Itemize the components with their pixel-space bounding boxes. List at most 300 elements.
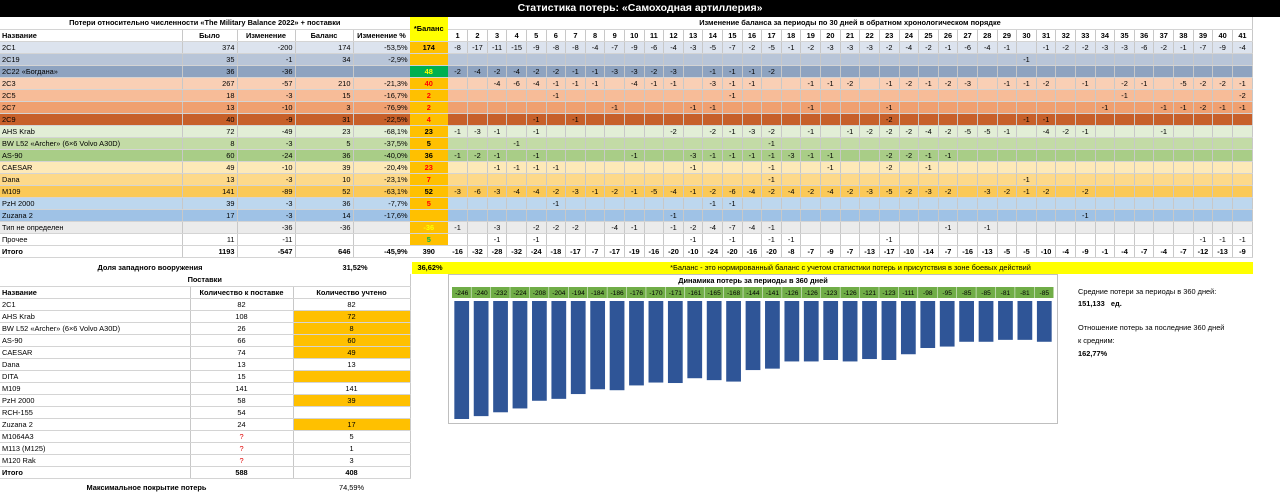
period-cell	[1076, 149, 1096, 161]
supply-counted	[293, 406, 410, 418]
period-cell	[566, 125, 586, 137]
period-cell: -2	[860, 125, 880, 137]
period-cell	[977, 89, 997, 101]
period-cell	[1232, 149, 1252, 161]
period-cell	[507, 209, 527, 221]
supply-row	[0, 298, 410, 310]
period-cell: -3	[468, 125, 488, 137]
cell-balance: 31	[295, 113, 353, 125]
period-cell	[1056, 221, 1076, 233]
period-number: 3	[487, 29, 507, 41]
period-cell: -1	[683, 185, 703, 197]
balance-row	[410, 53, 448, 65]
period-cell: -7	[1193, 41, 1213, 53]
period-cell: -4	[899, 41, 919, 53]
period-cell	[821, 173, 841, 185]
period-cell: -3	[1115, 41, 1135, 53]
period-cell	[1154, 233, 1174, 245]
table-row	[0, 41, 410, 53]
period-cell: -7	[723, 221, 743, 233]
chart-bar	[493, 301, 508, 412]
period-cell	[1115, 149, 1135, 161]
chart-data-label: -144	[746, 290, 760, 298]
period-cell	[781, 161, 801, 173]
period-cell: -1	[762, 149, 782, 161]
chart-data-label: -111	[902, 290, 915, 298]
period-cell	[1174, 65, 1194, 77]
period-cell	[1017, 125, 1037, 137]
period-cell	[1134, 53, 1154, 65]
period-cell: -2	[1193, 77, 1213, 89]
cell-name: AS-90	[0, 149, 182, 161]
chart-data-label: -85	[1039, 290, 1050, 298]
period-cell	[1056, 137, 1076, 149]
cell-was: 267	[182, 77, 237, 89]
table-row	[0, 113, 410, 125]
period-cell	[1213, 185, 1233, 197]
period-cell	[526, 137, 546, 149]
period-number: 20	[821, 29, 841, 41]
chart-bar	[959, 301, 974, 342]
period-cell: -5	[1174, 77, 1194, 89]
period-cell	[781, 173, 801, 185]
period-cell	[1174, 209, 1194, 221]
cell-pct: -21,3%	[353, 77, 410, 89]
period-cell: -2	[801, 185, 821, 197]
period-cell: -3	[860, 185, 880, 197]
period-cell: -1	[1036, 113, 1056, 125]
period-cell	[997, 221, 1017, 233]
period-cell	[448, 137, 468, 149]
period-row	[448, 197, 1253, 209]
period-cell	[860, 209, 880, 221]
period-cell: -1	[566, 77, 586, 89]
period-cell: -1	[1213, 101, 1233, 113]
period-cell: -1	[605, 101, 625, 113]
balance-value: 23	[410, 125, 448, 137]
period-cell	[899, 53, 919, 65]
balance-row	[410, 221, 448, 233]
period-cell	[585, 137, 605, 149]
balance-row	[410, 161, 448, 173]
period-cell	[1076, 89, 1096, 101]
cell-change: -11	[237, 233, 295, 245]
period-row	[448, 125, 1253, 137]
cell-was: 36	[182, 65, 237, 77]
supply-row	[0, 442, 410, 454]
cell-pct: -37,5%	[353, 137, 410, 149]
period-cell	[487, 197, 507, 209]
supply-name: AHS Krab	[0, 310, 190, 322]
period-cell	[526, 209, 546, 221]
period-cell	[1154, 65, 1174, 77]
period-cell: -1	[762, 233, 782, 245]
period-cell	[977, 77, 997, 89]
table-row	[0, 137, 410, 149]
period-cell	[1076, 65, 1096, 77]
period-cell	[664, 89, 684, 101]
period-cell	[801, 53, 821, 65]
period-cell	[507, 125, 527, 137]
table-row	[0, 65, 410, 77]
cell-pct: -7,7%	[353, 197, 410, 209]
period-cell	[1095, 89, 1115, 101]
period-cell	[644, 149, 664, 161]
chart-bar	[668, 301, 683, 383]
chart-bar	[532, 301, 547, 401]
period-total: -10	[899, 245, 919, 257]
period-cell	[958, 185, 978, 197]
column-header: Название	[0, 29, 182, 41]
period-cell	[1154, 185, 1174, 197]
period-cell	[664, 53, 684, 65]
period-cell: -1	[526, 161, 546, 173]
cell-pct: -53,5%	[353, 41, 410, 53]
chart-data-label: -126	[785, 290, 799, 298]
period-cell	[1193, 89, 1213, 101]
period-cell	[762, 77, 782, 89]
period-cell	[448, 113, 468, 125]
period-cell: -5	[977, 125, 997, 137]
period-cell	[468, 101, 488, 113]
period-cell	[860, 113, 880, 125]
period-cell: -1	[546, 197, 566, 209]
period-cell	[1134, 209, 1154, 221]
cell-pct: -22,5%	[353, 113, 410, 125]
supply-name: DITA	[0, 370, 190, 382]
period-cell	[1213, 137, 1233, 149]
period-cell	[840, 197, 860, 209]
ratio-label-1: Отношение потерь за последние 360 дней	[1078, 323, 1225, 332]
period-cell: -6	[958, 41, 978, 53]
period-cell	[801, 89, 821, 101]
period-cell	[1056, 53, 1076, 65]
period-cell	[507, 233, 527, 245]
supplies-header: Количество учтено	[293, 286, 410, 298]
period-cell: -2	[879, 161, 899, 173]
period-cell: -11	[487, 41, 507, 53]
period-cell	[762, 101, 782, 113]
cell-name: CAESAR	[0, 161, 182, 173]
cell-balance: 34	[295, 53, 353, 65]
period-cell	[938, 113, 958, 125]
period-cell	[977, 161, 997, 173]
supply-qty: ?	[190, 454, 293, 466]
period-cell: -7	[605, 41, 625, 53]
period-cell: -1	[487, 233, 507, 245]
period-cell	[585, 89, 605, 101]
period-cell: -5	[879, 185, 899, 197]
period-cell: -1	[801, 77, 821, 89]
period-cell	[468, 209, 488, 221]
balance-row	[410, 233, 448, 245]
period-cell	[781, 113, 801, 125]
period-cell	[899, 113, 919, 125]
period-number: 33	[1076, 29, 1096, 41]
period-cell	[723, 113, 743, 125]
period-number: 30	[1017, 29, 1037, 41]
period-cell: -2	[938, 185, 958, 197]
period-number: 8	[585, 29, 605, 41]
period-cell	[1154, 221, 1174, 233]
period-cell: -2	[605, 185, 625, 197]
period-cell	[683, 197, 703, 209]
coverage-label: Максимальное покрытие потерь	[86, 483, 207, 492]
column-header: Изменение	[237, 29, 295, 41]
period-number: 41	[1232, 29, 1252, 41]
supply-counted: 3	[293, 454, 410, 466]
period-cell: -8	[448, 41, 468, 53]
period-cell	[1232, 221, 1252, 233]
period-cell	[860, 65, 880, 77]
period-cell: -1	[487, 149, 507, 161]
period-cell	[938, 173, 958, 185]
cell-was: 13	[182, 101, 237, 113]
period-cell	[1154, 149, 1174, 161]
chart-bar	[823, 301, 838, 360]
period-cell	[703, 137, 723, 149]
period-total: -28	[487, 245, 507, 257]
period-cell	[624, 209, 644, 221]
period-cell: -1	[821, 161, 841, 173]
period-cell	[1036, 101, 1056, 113]
cell-change: -3	[237, 173, 295, 185]
period-cell: -2	[1193, 101, 1213, 113]
chart-data-label: -95	[942, 290, 952, 298]
period-cell: -1	[683, 101, 703, 113]
period-cell	[899, 65, 919, 77]
period-cell	[997, 161, 1017, 173]
period-cell	[781, 125, 801, 137]
period-total: -4	[1154, 245, 1174, 257]
period-cell: -4	[664, 185, 684, 197]
cell-was	[182, 221, 237, 233]
period-total: -9	[1232, 245, 1252, 257]
supply-name: Zuzana 2	[0, 418, 190, 430]
supply-qty: 74	[190, 346, 293, 358]
period-cell	[585, 173, 605, 185]
period-cell	[1095, 197, 1115, 209]
cell-name: 2С19	[0, 53, 182, 65]
period-cell	[938, 101, 958, 113]
period-cell	[605, 125, 625, 137]
period-cell	[1076, 233, 1096, 245]
period-cell: -4	[977, 41, 997, 53]
period-cell	[899, 101, 919, 113]
chart-bar	[571, 301, 586, 394]
period-cell	[821, 197, 841, 209]
supply-row	[0, 406, 410, 418]
period-cell	[703, 173, 723, 185]
period-cell: -2	[899, 149, 919, 161]
chart-bar	[979, 301, 994, 342]
period-total: -13	[977, 245, 997, 257]
period-cell	[1115, 221, 1135, 233]
period-cell: -1	[919, 161, 939, 173]
period-cell	[1213, 53, 1233, 65]
period-cell	[1232, 65, 1252, 77]
period-cell	[1193, 65, 1213, 77]
period-cell: -1	[879, 101, 899, 113]
period-cell	[781, 101, 801, 113]
supply-row	[0, 334, 410, 346]
period-cell	[1193, 209, 1213, 221]
period-cell	[860, 233, 880, 245]
chart-data-label: -81	[1000, 290, 1011, 298]
supply-qty: 66	[190, 334, 293, 346]
period-cell	[664, 173, 684, 185]
period-total: -20	[762, 245, 782, 257]
balance-row	[410, 65, 448, 77]
balance-value	[410, 209, 448, 221]
period-cell	[742, 233, 762, 245]
period-cell	[821, 113, 841, 125]
cell-change: -89	[237, 185, 295, 197]
periods-table	[448, 17, 1253, 258]
period-cell: -4	[487, 77, 507, 89]
period-cell: -1	[1213, 233, 1233, 245]
period-cell	[1036, 53, 1056, 65]
period-cell	[1134, 113, 1154, 125]
period-cell	[644, 173, 664, 185]
table-row	[0, 77, 410, 89]
chart-bar	[707, 301, 722, 380]
period-cell	[801, 209, 821, 221]
period-cell	[1017, 89, 1037, 101]
period-cell	[585, 113, 605, 125]
period-cell	[781, 221, 801, 233]
period-total: -16	[742, 245, 762, 257]
period-cell	[1213, 173, 1233, 185]
period-cell: -1	[664, 209, 684, 221]
chart-bar	[551, 301, 566, 399]
period-cell	[1174, 53, 1194, 65]
period-cell	[566, 137, 586, 149]
supplies-header: Название	[0, 286, 190, 298]
chart-data-label: -165	[707, 290, 721, 298]
table-row	[0, 125, 410, 137]
chart-bar	[454, 301, 469, 419]
period-cell	[566, 89, 586, 101]
chart-data-label: -176	[629, 290, 644, 298]
cell-balance: 23	[295, 125, 353, 137]
period-cell	[1095, 233, 1115, 245]
balance-total: 390	[410, 245, 448, 257]
period-cell	[605, 197, 625, 209]
period-cell	[585, 125, 605, 137]
supply-name: M120 Rak	[0, 454, 190, 466]
cell-balance	[295, 233, 353, 245]
supply-row	[0, 346, 410, 358]
period-cell	[938, 161, 958, 173]
period-cell	[1174, 161, 1194, 173]
period-cell: -1	[742, 65, 762, 77]
period-cell	[1213, 89, 1233, 101]
period-cell	[507, 53, 527, 65]
period-cell	[1056, 77, 1076, 89]
period-cell: -1	[546, 89, 566, 101]
period-cell: -4	[664, 41, 684, 53]
cell-balance: 36	[295, 149, 353, 161]
period-cell: -1	[1174, 101, 1194, 113]
period-number: 14	[703, 29, 723, 41]
period-total: -7	[801, 245, 821, 257]
chart-data-label: -81	[1020, 290, 1030, 298]
period-cell	[781, 209, 801, 221]
period-total: -7	[938, 245, 958, 257]
period-cell: -1	[624, 185, 644, 197]
cell-balance: 10	[295, 173, 353, 185]
period-cell	[742, 101, 762, 113]
period-cell	[1076, 113, 1096, 125]
period-cell: -1	[1017, 113, 1037, 125]
cell-change: -3	[237, 197, 295, 209]
period-cell: -1	[840, 125, 860, 137]
period-cell: -6	[468, 185, 488, 197]
chart-data-label: -123	[882, 290, 896, 298]
cell-name: BW L52 «Archer» (6×6 Volvo A30D)	[0, 137, 182, 149]
balance-row	[410, 149, 448, 161]
chart-bar	[1017, 301, 1032, 340]
period-total: -8	[781, 245, 801, 257]
period-cell	[1134, 197, 1154, 209]
period-cell	[1174, 233, 1194, 245]
period-total: -19	[624, 245, 644, 257]
period-cell	[1193, 221, 1213, 233]
period-cell: -1	[1115, 89, 1135, 101]
period-cell: -2	[566, 221, 586, 233]
period-cell	[762, 197, 782, 209]
period-cell: -1	[507, 161, 527, 173]
period-total: -14	[919, 245, 939, 257]
period-cell	[1095, 125, 1115, 137]
period-cell	[860, 101, 880, 113]
losses-chart	[448, 274, 1058, 424]
supply-total-row	[0, 466, 410, 478]
period-cell	[644, 197, 664, 209]
cell-pct: -17,6%	[353, 209, 410, 221]
period-cell	[1193, 149, 1213, 161]
table-row	[0, 233, 410, 245]
supply-counted	[293, 370, 410, 382]
period-cell: -1	[997, 125, 1017, 137]
total-row	[0, 245, 410, 257]
period-cell	[919, 89, 939, 101]
period-cell	[997, 173, 1017, 185]
period-cell	[546, 53, 566, 65]
period-cell	[840, 209, 860, 221]
period-cell	[1115, 161, 1135, 173]
period-cell	[860, 221, 880, 233]
period-row	[448, 41, 1253, 53]
chart-data-label: -246	[455, 290, 469, 298]
period-cell: -1	[801, 101, 821, 113]
period-cell	[1193, 125, 1213, 137]
balance-header: *Баланс	[410, 17, 448, 41]
balance-value: 7	[410, 173, 448, 185]
period-cell: -1	[683, 161, 703, 173]
period-cell	[840, 233, 860, 245]
supply-row	[0, 370, 410, 382]
period-cell	[507, 89, 527, 101]
period-cell	[958, 209, 978, 221]
period-cell	[546, 125, 566, 137]
chart-data-label: -161	[688, 290, 702, 298]
period-cell: -3	[683, 41, 703, 53]
cell-name: 2С3	[0, 77, 182, 89]
period-total: -13	[860, 245, 880, 257]
period-cell: -2	[1056, 125, 1076, 137]
